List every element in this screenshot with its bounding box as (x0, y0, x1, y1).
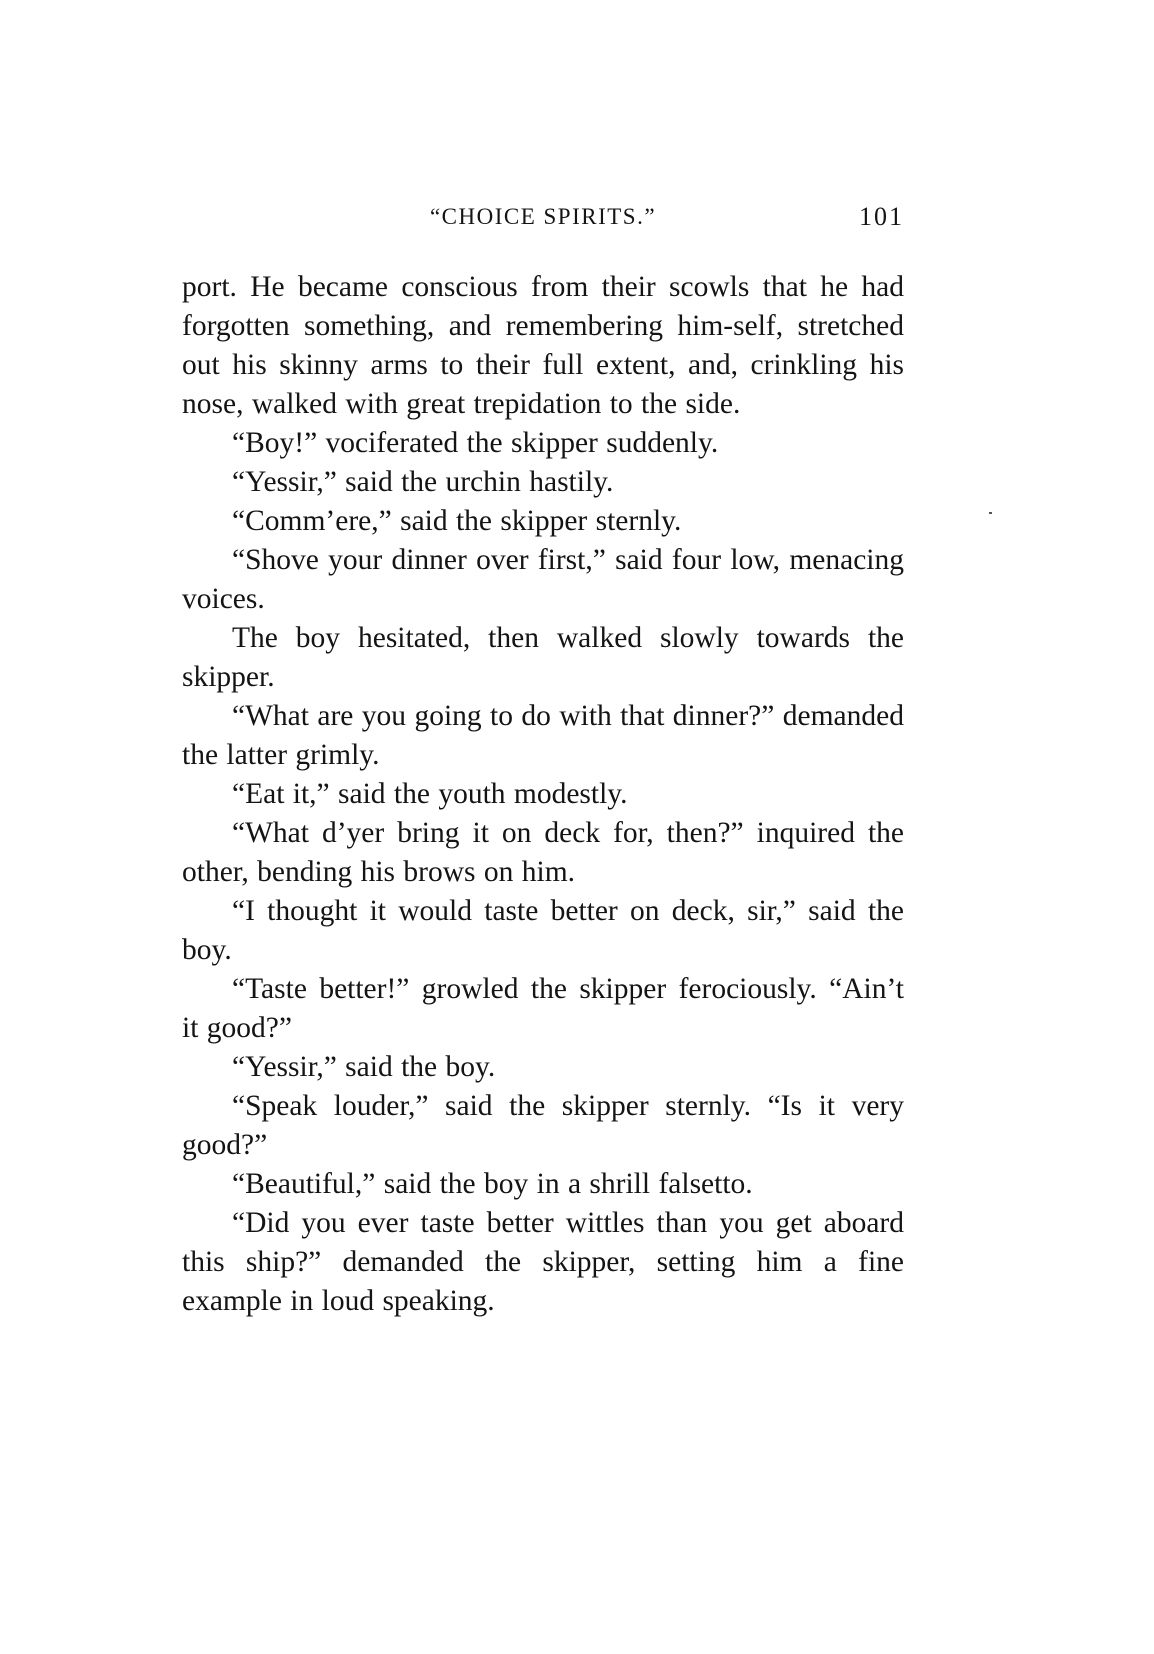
paragraph-continuation: port. He became conscious from their scowls that he had forgotten something, and remembering him-self, stretched out his skinny arms to their full extent, and, crinkling his nose, walked with great trepidation to the side. (182, 271, 904, 420)
paragraph: “I thought it would taste better on deck, sir,” said the boy. (182, 895, 904, 966)
running-head (182, 198, 904, 238)
scan-speck (989, 512, 992, 514)
paragraph: “Beautiful,” said the boy in a shrill falsetto. (232, 1168, 753, 1200)
paragraph: “What d’yer bring it on deck for, then?” inquired the other, bending his brows on him. (182, 817, 904, 888)
paragraph: “What are you going to do with that dinner?” demanded the latter grimly. (182, 700, 904, 771)
paragraph: “Speak louder,” said the skipper sternly. “Is it very good?” (182, 1090, 904, 1161)
running-title: “CHOICE SPIRITS.” (429, 204, 657, 229)
paragraph: “Yessir,” said the urchin hastily. (232, 466, 614, 498)
paragraph: “Boy!” vociferated the skipper suddenly. (232, 427, 719, 459)
paragraph: “Shove your dinner over first,” said four low, menacing voices. (182, 544, 904, 615)
paragraph: “Comm’ere,” said the skipper sternly. (232, 505, 682, 537)
paragraph: “Taste better!” growled the skipper ferociously. “Ain’t it good?” (182, 973, 904, 1044)
page-number: 101 (859, 202, 904, 231)
paragraph: “Eat it,” said the youth modestly. (232, 778, 628, 810)
paragraph: “Did you ever taste better wittles than you get aboard this ship?” demanded the skipper, setting him a fine example in loud speaking. (182, 1207, 904, 1317)
body-text (182, 268, 904, 1321)
paragraph: The boy hesitated, then walked slowly towards the skipper. (182, 622, 904, 693)
paragraph: “Yessir,” said the boy. (232, 1051, 496, 1083)
